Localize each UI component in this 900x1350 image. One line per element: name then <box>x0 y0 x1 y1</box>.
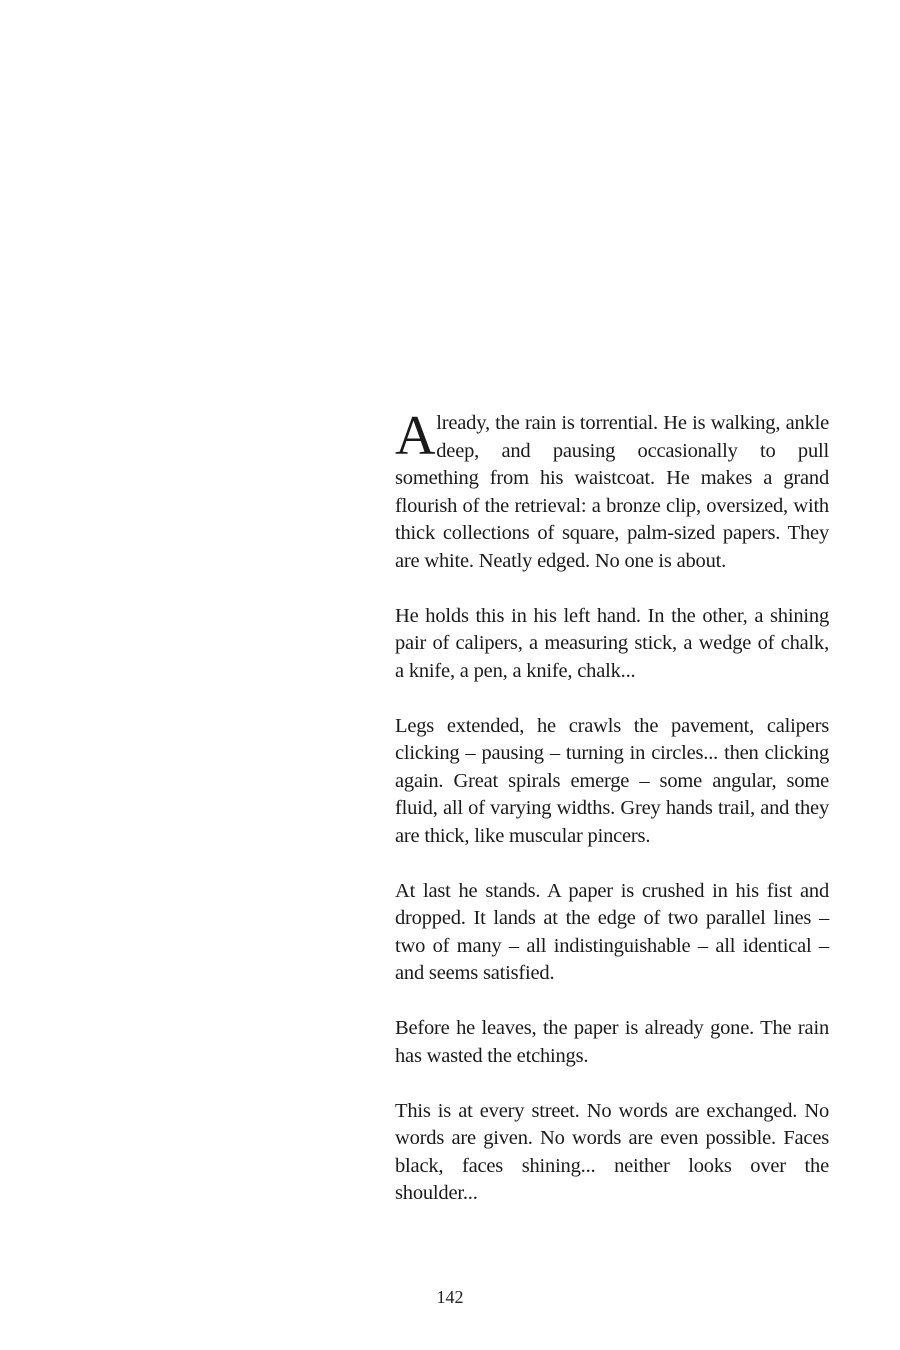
paragraph-4: At last he stands. A paper is crushed in his fist and dropped. It lands at the edge of two parallel lines – two of many – all indistinguishable – all identical – and seems satisfied. <box>395 879 829 984</box>
paragraph-3: Legs extended, he crawls the pavement, calipers clicking – pausing – turning in circles... then clicking again. Great spirals emerge – some angular, some fluid, all of varying widths. Grey hands trail, and they are thick, like muscular pincers. <box>395 714 829 847</box>
paragraph-2: He holds this in his left hand. In the other, a shining pair of calipers, a measuring stick, a wedge of chalk, a knife, a pen, a knife, chalk... <box>395 604 829 682</box>
paragraph-5: Before he leaves, the paper is already gone. The rain has wasted the etchings. <box>395 1017 829 1067</box>
paragraph-1-text: lready, the rain is torrential. He is walking, ankle deep, and pausing occasionally to pull something from his waistcoat. He makes a grand flourish of the retrieval: a bronze clip, oversized, with thick collections of square, palm-sized papers. They are white. Neatly edged. No one is about. <box>395 412 829 572</box>
paragraph-1 <box>395 405 829 575</box>
body-text <box>395 405 829 1235</box>
drop-cap: A <box>395 405 436 467</box>
paragraph-6: This is at every street. No words are exchanged. No words are given. No words are even possible. Faces black, faces shining... neither looks over the shoulder... <box>395 1099 829 1204</box>
page-number: 142 <box>436 1287 464 1307</box>
